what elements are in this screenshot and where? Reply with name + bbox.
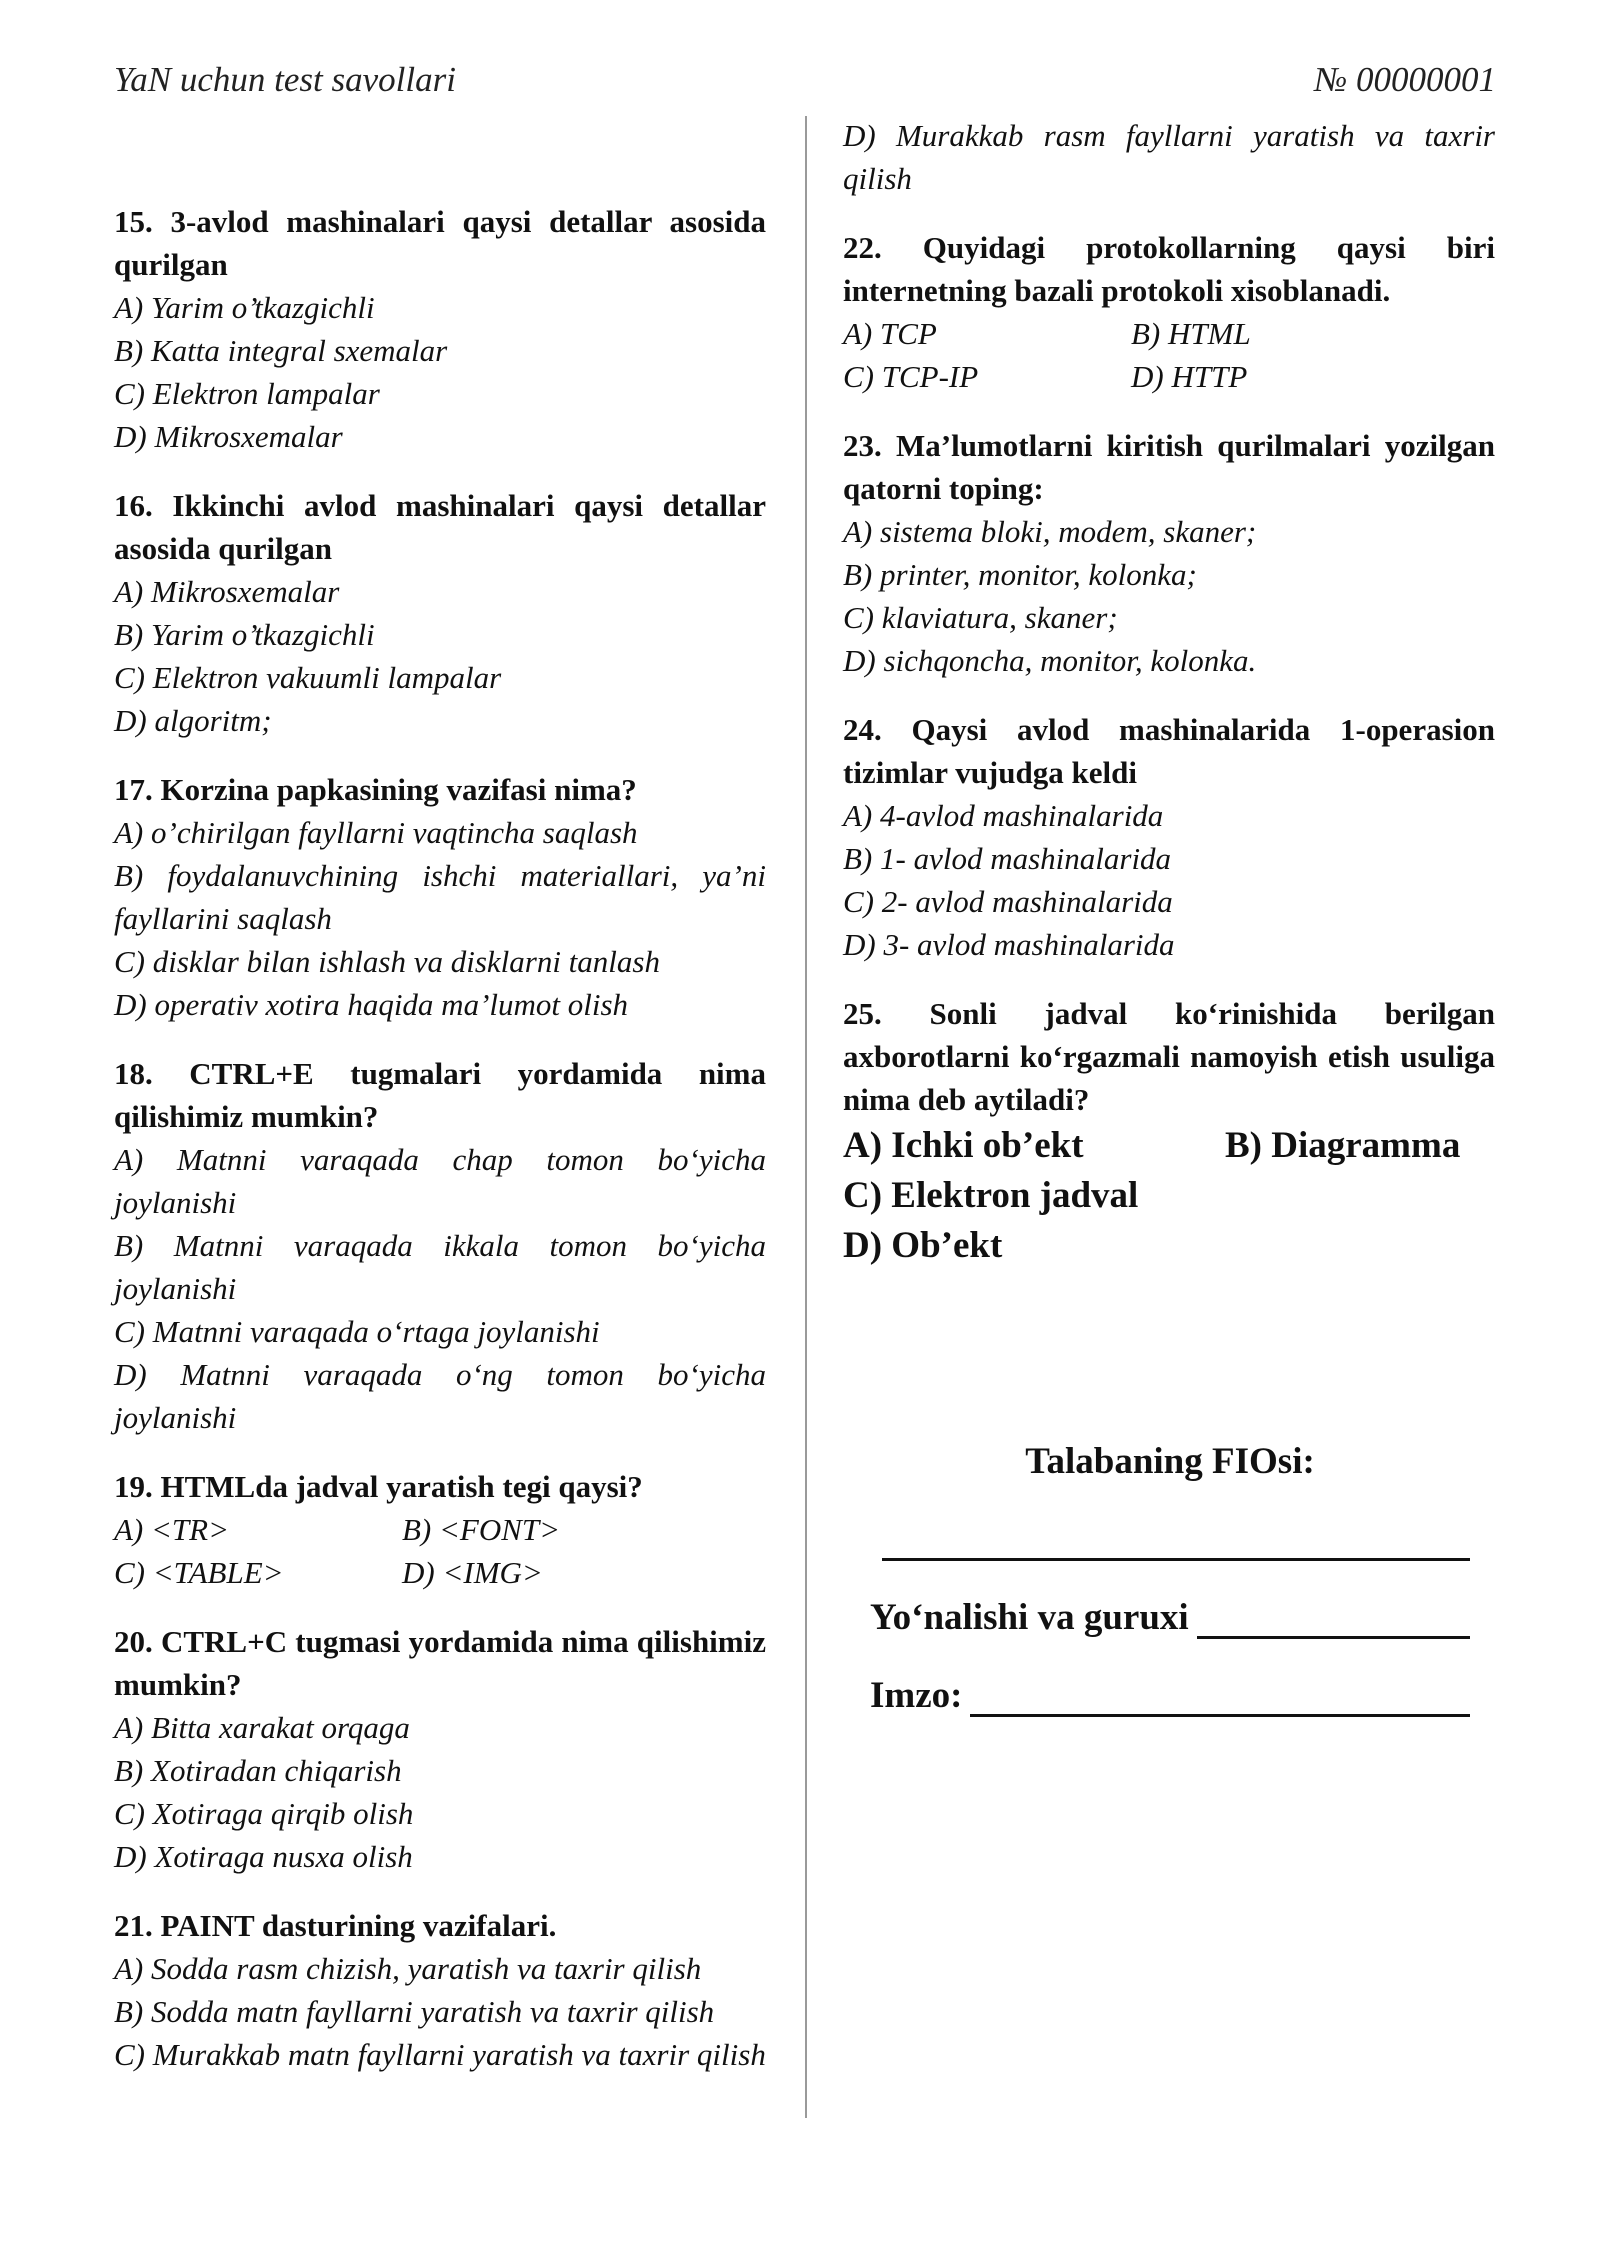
option-c: C) 2- avlod mashinalarida — [843, 884, 1173, 919]
signature-label: Imzo: — [870, 1675, 963, 1716]
option-d: D) operativ xotira haqida ma’lumot olish — [114, 987, 629, 1022]
question-text: 17. Korzina papkasining vazifasi nima? — [114, 772, 637, 807]
option-b: B) Katta integral sxemalar — [114, 333, 448, 368]
question-text: 16. Ikkinchi avlod mashinalari qaysi detallar asosida qurilgan — [114, 488, 766, 566]
option-d: D) Ob’ekt — [843, 1225, 1003, 1266]
question-18 — [114, 1052, 766, 1439]
option-d: D) Matnni varaqada o‘ng tomon bo‘yicha joylanishi — [114, 1357, 766, 1435]
option-b: B) Matnni varaqada ikkala tomon bo‘yicha joylanishi — [114, 1228, 766, 1306]
question-21 — [114, 1904, 766, 2076]
question-text: 23. Ma’lumotlarni kiritish qurilmalari yozilgan qatorni toping: — [843, 428, 1495, 506]
question-text: 24. Qaysi avlod mashinalarida 1-operasion tizimlar vujudga keldi — [843, 712, 1495, 790]
option-b: B) printer, monitor, kolonka; — [843, 557, 1197, 592]
question-text: 19. HTMLda jadval yaratish tegi qaysi? — [114, 1469, 643, 1504]
option-b: B) HTML — [1131, 316, 1251, 351]
option-d: D) <IMG> — [402, 1555, 543, 1590]
question-text: 15. 3-avlod mashinalari qaysi detallar asosida qurilgan — [114, 204, 766, 282]
question-25 — [843, 992, 1495, 1271]
question-text: 20. CTRL+C tugmasi yordamida nima qilishimiz mumkin? — [114, 1624, 766, 1702]
question-text: 22. Quyidagi protokollarning qaysi biri internetning bazali protokoli xisoblanadi. — [843, 230, 1495, 308]
direction-group-line — [1197, 1600, 1470, 1639]
option-a: A) Matnni varaqada chap tomon bo‘yicha joylanishi — [114, 1142, 766, 1220]
option-c: C) Xotiraga qirqib olish — [114, 1796, 414, 1831]
option-c: C) Matnni varaqada o‘rtaga joylanishi — [114, 1314, 600, 1349]
question-text: 18. CTRL+E tugmalari yordamida nima qilishimiz mumkin? — [114, 1056, 766, 1134]
options-grid — [843, 1121, 1495, 1171]
document-number: № 00000001 — [1314, 60, 1496, 99]
option-c: C) disklar bilan ishlash va disklarni tanlash — [114, 944, 660, 979]
option-d: D) 3- avlod mashinalarida — [843, 927, 1175, 962]
option-b: B) foydalanuvchining ishchi materiallari, ya’ni fayllarini saqlash — [114, 858, 766, 936]
signature-row — [870, 1674, 1470, 1717]
question-23 — [843, 424, 1495, 682]
option-a: A) sistema bloki, modem, skaner; — [843, 514, 1257, 549]
option-a: A) <TR> — [114, 1512, 230, 1547]
direction-group-row — [870, 1596, 1470, 1639]
option-b: B) <FONT> — [402, 1512, 561, 1547]
option-b: B) Diagramma — [1225, 1125, 1461, 1166]
question-20 — [114, 1620, 766, 1878]
option-c: C) klaviatura, skaner; — [843, 600, 1118, 635]
document-title: YaN uchun test savollari — [114, 60, 456, 99]
question-24 — [843, 708, 1495, 966]
column-divider — [805, 116, 807, 2118]
right-column — [843, 114, 1495, 1297]
option-d: D) Xotiraga nusxa olish — [114, 1839, 413, 1874]
student-name-heading: Talabaning FIOsi: — [1025, 1441, 1315, 1482]
option-a: A) Yarim o’tkazgichli — [114, 290, 375, 325]
option-a: A) Ichki ob’ekt — [843, 1125, 1084, 1166]
option-b: B) Yarim o’tkazgichli — [114, 617, 375, 652]
question-16 — [114, 484, 766, 742]
option-d: D) sichqoncha, monitor, kolonka. — [843, 643, 1257, 678]
options-grid — [843, 312, 1495, 398]
question-text: 21. PAINT dasturining vazifalari. — [114, 1908, 557, 1943]
option-b: B) Sodda matn fayllarni yaratish va taxrir qilish — [114, 1994, 715, 2029]
option-d: D) algoritm; — [114, 703, 272, 738]
direction-group-label: Yo‘nalishi va guruxi — [870, 1597, 1189, 1638]
question-19 — [114, 1465, 766, 1594]
question-21-continued — [843, 114, 1495, 200]
option-a: A) Mikrosxemalar — [114, 574, 340, 609]
option-d: D) Mikrosxemalar — [114, 419, 343, 454]
question-15 — [114, 200, 766, 458]
option-d: D) HTTP — [1131, 359, 1248, 394]
question-text: 25. Sonli jadval ko‘rinishida berilgan axborotlarni ko‘rgazmali namoyish etish usuliga nima deb aytiladi? — [843, 996, 1495, 1117]
option-a: A) 4-avlod mashinalarida — [843, 798, 1164, 833]
option-a: A) Sodda rasm chizish, yaratish va taxrir qilish — [114, 1951, 702, 1986]
option-d: D) Murakkab rasm fayllarni yaratish va taxrir qilish — [843, 118, 1495, 196]
option-a: A) Bitta xarakat orqaga — [114, 1710, 410, 1745]
student-name-line — [882, 1510, 1470, 1561]
option-a: A) o’chirilgan fayllarni vaqtincha saqlash — [114, 815, 638, 850]
question-17 — [114, 768, 766, 1026]
question-22 — [843, 226, 1495, 398]
option-a: A) TCP — [843, 316, 937, 351]
option-b: B) Xotiradan chiqarish — [114, 1753, 402, 1788]
option-c: C) Elektron lampalar — [114, 376, 380, 411]
options-grid — [114, 1508, 766, 1594]
option-c: C) Murakkab matn fayllarni yaratish va taxrir qilish — [114, 2037, 766, 2072]
option-b: B) 1- avlod mashinalarida — [843, 841, 1172, 876]
option-c: C) <TABLE> — [114, 1555, 284, 1590]
left-column — [114, 200, 766, 2102]
option-c: C) Elektron vakuumli lampalar — [114, 660, 502, 695]
signature-line — [970, 1678, 1470, 1717]
option-c: C) Elektron jadval — [843, 1175, 1139, 1216]
option-c: C) TCP-IP — [843, 359, 979, 394]
